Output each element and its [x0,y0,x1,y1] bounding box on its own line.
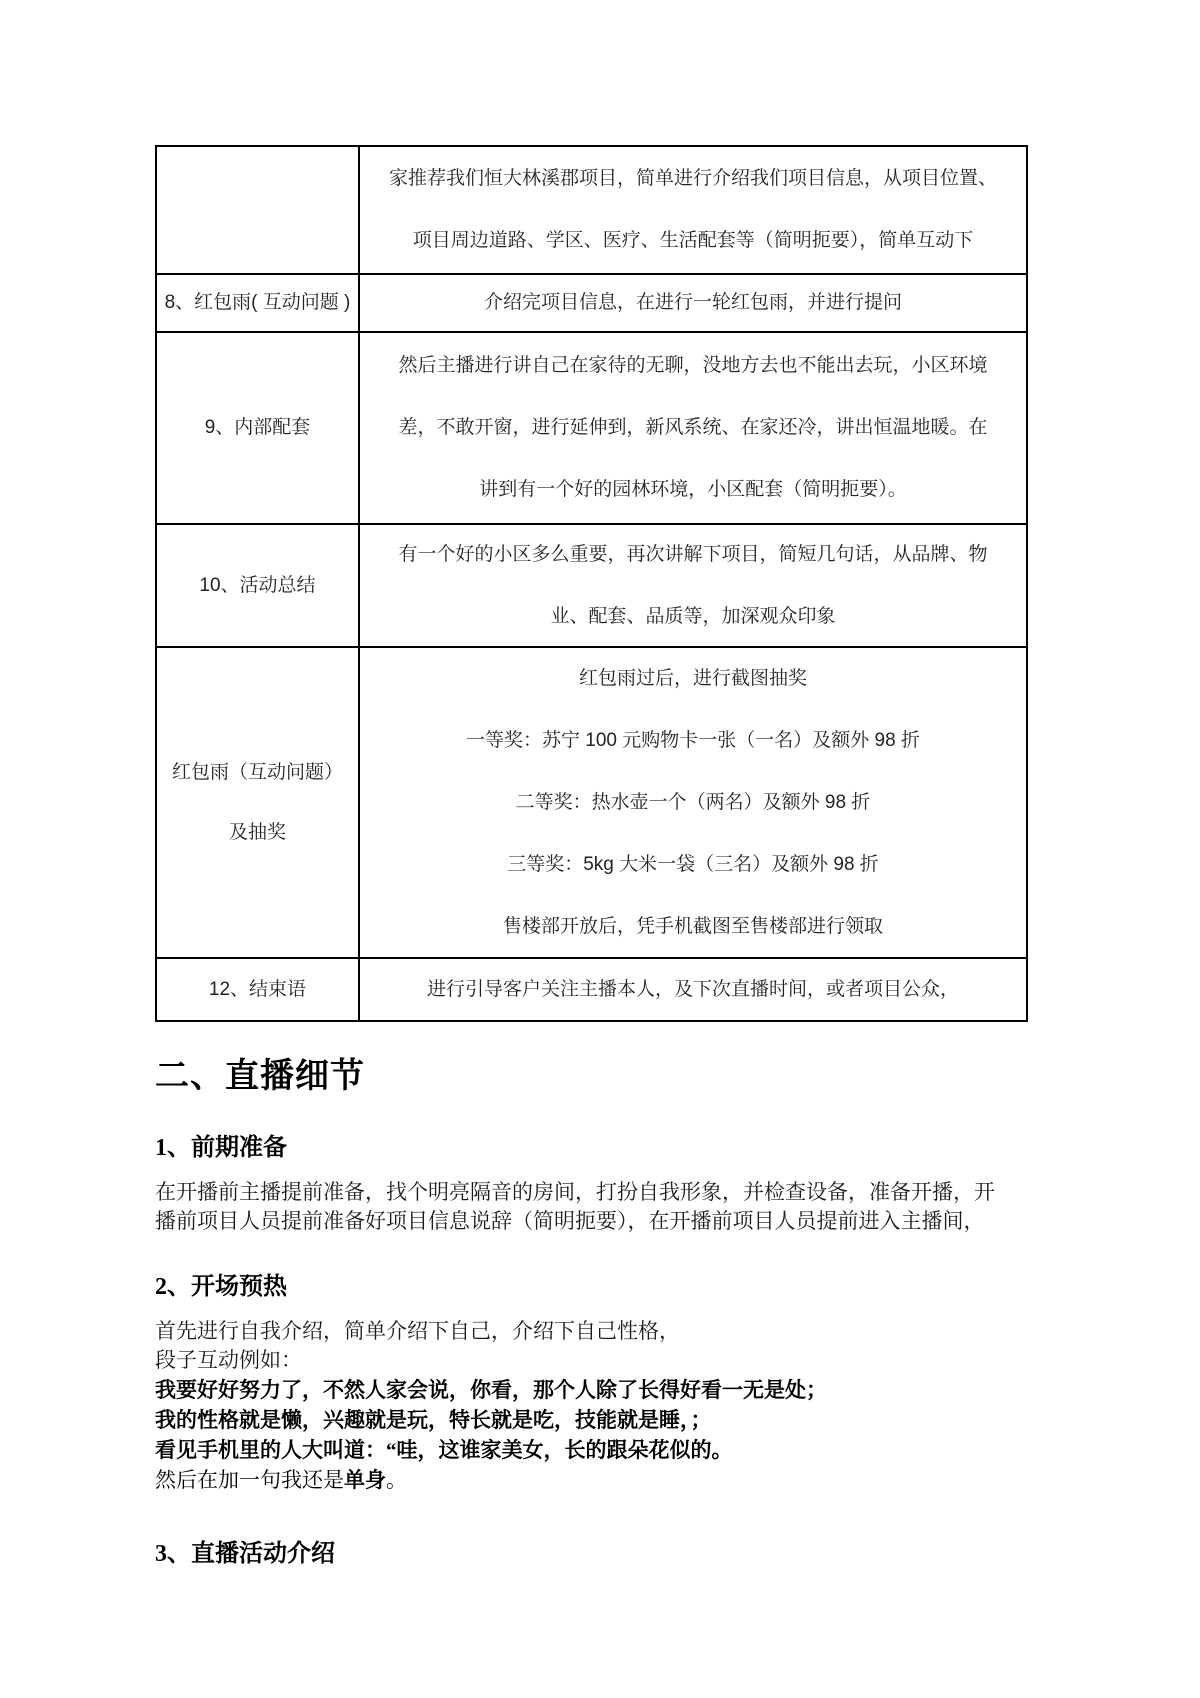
cell-text-line: 进行引导客户关注主播本人，及下次直播时间，或者项目公众， [426,978,959,1000]
row-label: 及抽奖 [228,821,286,843]
cell-text-line: 一等奖：苏宁 100 元购物卡一张（一名）及额外 98 折 [466,729,920,751]
cell-text-line: 项目周边道路、学区、医疗、生活配套等（简明扼要），简单互动下 [412,230,974,251]
joke-tail-prefix: 然后在加一句我还是 [155,1468,344,1492]
warmup-paragraph [155,1317,1030,1495]
row-label-cell [157,525,360,646]
joke-line: 看见手机里的人大叫道：“哇，这谁家美女，长的跟朵花似的。 [155,1438,733,1462]
cell-text-line: 售楼部开放后，凭手机截图至售楼部进行领取 [502,915,883,937]
section-heading: 二、直播细节 [155,1057,365,1095]
row-label: 10、活动总结 [199,574,316,596]
document-content [155,145,1030,1568]
row-content-cell [360,275,1026,331]
table-row [157,273,1026,331]
subsection-title-preparation: 1、前期准备 [155,1135,287,1161]
paragraph-line: 首先进行自我介绍，简单介绍下自己，介绍下自己性格， [155,1319,680,1343]
paragraph-line: 段子互动例如： [155,1348,302,1372]
cell-text-line: 红包雨过后，进行截图抽奖 [578,667,807,689]
row-label-cell [157,333,360,523]
joke-tail-bold: 单身 [344,1468,386,1492]
row-content-cell [360,147,1026,273]
paragraph-line: 播前项目人员提前准备好项目信息说辞（简明扼要），在开播前项目人员提前进入主播间， [155,1209,985,1233]
cell-text-line: 差，不敢开窗，进行延伸到，新风系统、在家还冷，讲出恒温地暖。在 [398,417,988,438]
cell-text-line: 三等奖：5kg 大米一袋（三名）及额外 98 折 [507,853,879,875]
joke-tail-suffix: 。 [386,1468,407,1492]
row-label-cell [157,147,360,273]
row-label-cell [157,648,360,957]
cell-text-line: 家推荐我们恒大林溪郡项目，简单进行介绍我们项目信息，从项目位置、 [388,168,997,189]
table-row [157,147,1026,273]
joke-line: 我的性格就是懒，兴趣就是玩，特长就是吃，技能就是睡，； [155,1408,712,1432]
row-label: 12、结束语 [208,978,307,1000]
row-label-cell [157,959,360,1020]
cell-text-line: 有一个好的小区多么重要，再次讲解下项目，简短几句话，从品牌、物 [398,543,988,565]
live-stream-plan-table [155,145,1028,1022]
table-row [157,331,1026,523]
table-row [157,957,1026,1020]
subsection-title-warmup: 2、开场预热 [155,1274,287,1300]
row-label: 9、内部配套 [204,417,311,438]
paragraph-line: 在开播前主播提前准备，找个明亮隔音的房间，打扮自我形象，并检查设备，准备开播，开 [155,1180,995,1204]
row-label-cell [157,275,360,331]
cell-text-line: 然后主播进行讲自己在家待的无聊，没地方去也不能出去玩，小区环境 [398,355,988,376]
subsection-title-activity-intro: 3、直播活动介绍 [155,1541,335,1567]
row-content-cell [360,959,1026,1020]
row-content-cell [360,648,1026,957]
row-label: 8、红包雨( 互动问题 ) [164,292,351,313]
row-content-cell [360,333,1026,523]
joke-line: 我要好好努力了，不然人家会说，你看，那个人除了长得好看一无是处； [155,1378,827,1402]
table-row [157,523,1026,646]
cell-text-line: 业、配套、品质等，加深观众印象 [550,605,836,627]
table-row [157,646,1026,957]
row-content-cell [360,525,1026,646]
preparation-paragraph [155,1178,1030,1236]
cell-text-line: 二等奖：热水壶一个（两名）及额外 98 折 [515,791,871,813]
row-label: 红包雨（互动问题） [171,761,343,783]
cell-text-line: 介绍完项目信息，在进行一轮红包雨，并进行提问 [483,292,902,313]
joke-tail-line [155,1465,1030,1495]
cell-text-line: 讲到有一个好的园林环境，小区配套（简明扼要）。 [479,479,907,500]
